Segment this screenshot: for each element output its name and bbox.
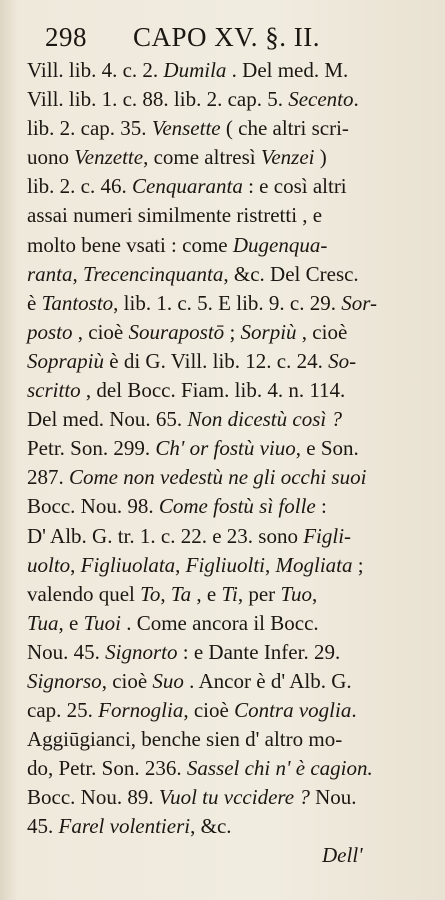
- text-run: Aggiūgianci, benche sien d' altro mo-: [27, 727, 343, 752]
- text-line: [27, 580, 427, 609]
- text-run: Del med. Nou. 65.: [27, 407, 188, 432]
- text-run: , per: [237, 581, 281, 606]
- text-run: . Come ancora il Bocc.: [120, 610, 319, 635]
- italic-text-run: Non dicestù così ?: [187, 407, 342, 432]
- text-line: [27, 405, 427, 434]
- italic-text-run: Dugenqua-: [232, 232, 328, 257]
- text-run: .: [353, 87, 359, 112]
- italic-text-run: Tuoi: [83, 610, 121, 635]
- text-line: [27, 172, 427, 201]
- italic-text-run: Figli-: [303, 523, 352, 548]
- text-run: Vill. lib. 1. c. 88. lib. 2. cap. 5.: [27, 87, 289, 112]
- text-line: [27, 638, 427, 667]
- body-text: [27, 56, 427, 842]
- text-run: Bocc. Nou. 98.: [27, 494, 159, 519]
- italic-text-run: Ch' or fostù viuo: [155, 436, 296, 461]
- text-line: [27, 201, 427, 230]
- text-run: , e: [191, 581, 222, 606]
- italic-text-run: Signorto: [105, 639, 178, 664]
- italic-text-run: Signorso: [27, 668, 102, 693]
- text-run: è: [27, 290, 42, 315]
- text-run: , cioè: [296, 319, 348, 344]
- italic-text-run: Suo: [152, 668, 184, 693]
- italic-text-run: Tuo: [280, 581, 312, 606]
- italic-text-run: Farel volentieri: [58, 814, 191, 839]
- text-run: , e: [58, 610, 84, 635]
- text-run: . Del med. M.: [226, 58, 349, 82]
- text-run: ,: [72, 261, 84, 286]
- text-run: D' Alb. G. tr. 1. c. 22. e 23. sono: [27, 523, 304, 548]
- italic-text-run: scritto: [27, 378, 81, 403]
- text-run: ;: [224, 319, 241, 344]
- italic-text-run: posto: [27, 319, 73, 344]
- italic-text-run: Vensette: [151, 116, 221, 141]
- italic-text-run: Fornoglia: [98, 698, 184, 723]
- text-line: [27, 463, 427, 492]
- italic-text-run: ranta: [27, 261, 73, 286]
- italic-text-run: Figliuolti: [185, 552, 266, 577]
- italic-text-run: Come fostù sì folle: [158, 494, 316, 519]
- text-run: è di G. Vill. lib. 12. c. 24.: [104, 348, 329, 373]
- italic-text-run: Come non vedestù ne gli occhi suoi: [69, 465, 367, 490]
- text-line: [27, 783, 427, 812]
- italic-text-run: Cenquaranta: [132, 174, 243, 199]
- text-run: ,: [265, 552, 276, 577]
- italic-text-run: Ti: [221, 581, 238, 606]
- text-run: , cioè: [72, 319, 129, 344]
- italic-text-run: Dumila: [163, 58, 227, 82]
- italic-text-run: Soprapiù: [27, 348, 105, 373]
- text-line: [27, 114, 427, 143]
- text-run: : e Dante Infer. 29.: [177, 639, 341, 664]
- text-run: 287.: [27, 465, 69, 490]
- text-run: Vill. lib. 4. c. 2.: [27, 58, 164, 82]
- italic-text-run: Sor-: [341, 290, 377, 315]
- text-line: [27, 725, 427, 754]
- text-line: [27, 376, 427, 405]
- text-run: ): [314, 145, 327, 170]
- text-line: [27, 492, 427, 521]
- text-run: 45.: [27, 814, 59, 839]
- text-line: [27, 667, 427, 696]
- italic-text-run: uolto: [27, 552, 71, 577]
- italic-text-run: Sourapostō: [128, 319, 225, 344]
- text-run: cap. 25.: [27, 698, 99, 723]
- running-head: CAPO XV. §. II.: [133, 22, 321, 52]
- italic-text-run: Contra voglia: [234, 698, 352, 723]
- text-line: [27, 522, 427, 551]
- text-run: Nou. 45.: [27, 639, 106, 664]
- text-run: , &c.: [190, 814, 232, 839]
- text-run: ( che altri scri-: [220, 116, 349, 141]
- text-line: [27, 231, 427, 260]
- italic-text-run: Secento: [288, 87, 354, 112]
- text-run: . Ancor è d' Alb. G.: [183, 668, 352, 693]
- italic-text-run: Venzei: [260, 145, 315, 170]
- text-run: ,: [311, 581, 318, 606]
- text-line: [27, 143, 427, 172]
- text-run: .: [351, 698, 357, 723]
- text-line: [27, 85, 427, 114]
- page-header: [45, 22, 425, 56]
- text-run: , e Son.: [295, 436, 359, 461]
- text-run: ,: [160, 581, 171, 606]
- italic-text-run: Vuol tu vccidere ?: [158, 785, 310, 810]
- italic-text-run: Ta: [170, 581, 192, 606]
- text-line: [27, 56, 427, 85]
- italic-text-run: Sorpiù: [240, 319, 297, 344]
- text-run: , lib. 1. c. 5. E lib. 9. c. 29.: [113, 290, 342, 315]
- text-run: valendo quel: [27, 581, 141, 606]
- text-run: : e così altri: [242, 174, 347, 199]
- italic-text-run: Mogliata: [275, 552, 353, 577]
- text-line: [27, 434, 427, 463]
- italic-text-run: Tantosto: [41, 290, 114, 315]
- text-line: [27, 696, 427, 725]
- italic-text-run: Venzette: [74, 145, 144, 170]
- text-run: molto bene vsati : come: [27, 232, 233, 257]
- text-run: ;: [352, 552, 364, 577]
- text-line: [27, 609, 427, 638]
- italic-text-run: So-: [328, 348, 357, 373]
- text-line: [27, 551, 427, 580]
- italic-text-run: Figliuolata: [80, 552, 176, 577]
- italic-text-run: Trecencinquanta: [83, 261, 224, 286]
- text-run: ,: [175, 552, 186, 577]
- text-run: , cioè: [101, 668, 153, 693]
- text-run: lib. 2. cap. 35.: [27, 116, 152, 141]
- text-line: [27, 754, 427, 783]
- text-run: , del Bocc. Fiam. lib. 4. n. 114.: [80, 378, 346, 403]
- text-run: , come altresì: [143, 145, 261, 170]
- text-line: [27, 289, 427, 318]
- italic-text-run: Sassel chi n' è cagion.: [186, 756, 373, 781]
- page-number: 298: [45, 22, 87, 52]
- text-run: Nou.: [309, 785, 357, 810]
- text-run: , &c. Del Cresc.: [223, 261, 359, 286]
- text-run: ,: [70, 552, 81, 577]
- text-run: , cioè: [183, 698, 235, 723]
- text-run: Petr. Son. 299.: [27, 436, 156, 461]
- text-run: :: [315, 494, 327, 519]
- italic-text-run: Tua: [27, 610, 59, 635]
- text-line: [27, 318, 427, 347]
- text-run: Bocc. Nou. 89.: [27, 785, 159, 810]
- text-run: assai numeri similmente ristretti , e: [27, 203, 323, 228]
- catchword: Dell': [322, 843, 363, 867]
- text-run: uono: [27, 145, 75, 170]
- text-line: [27, 260, 427, 289]
- text-line: [27, 812, 427, 841]
- italic-text-run: To: [140, 581, 161, 606]
- text-line: [27, 347, 427, 376]
- text-run: lib. 2. c. 46.: [27, 174, 132, 199]
- text-run: do, Petr. Son. 236.: [27, 756, 187, 781]
